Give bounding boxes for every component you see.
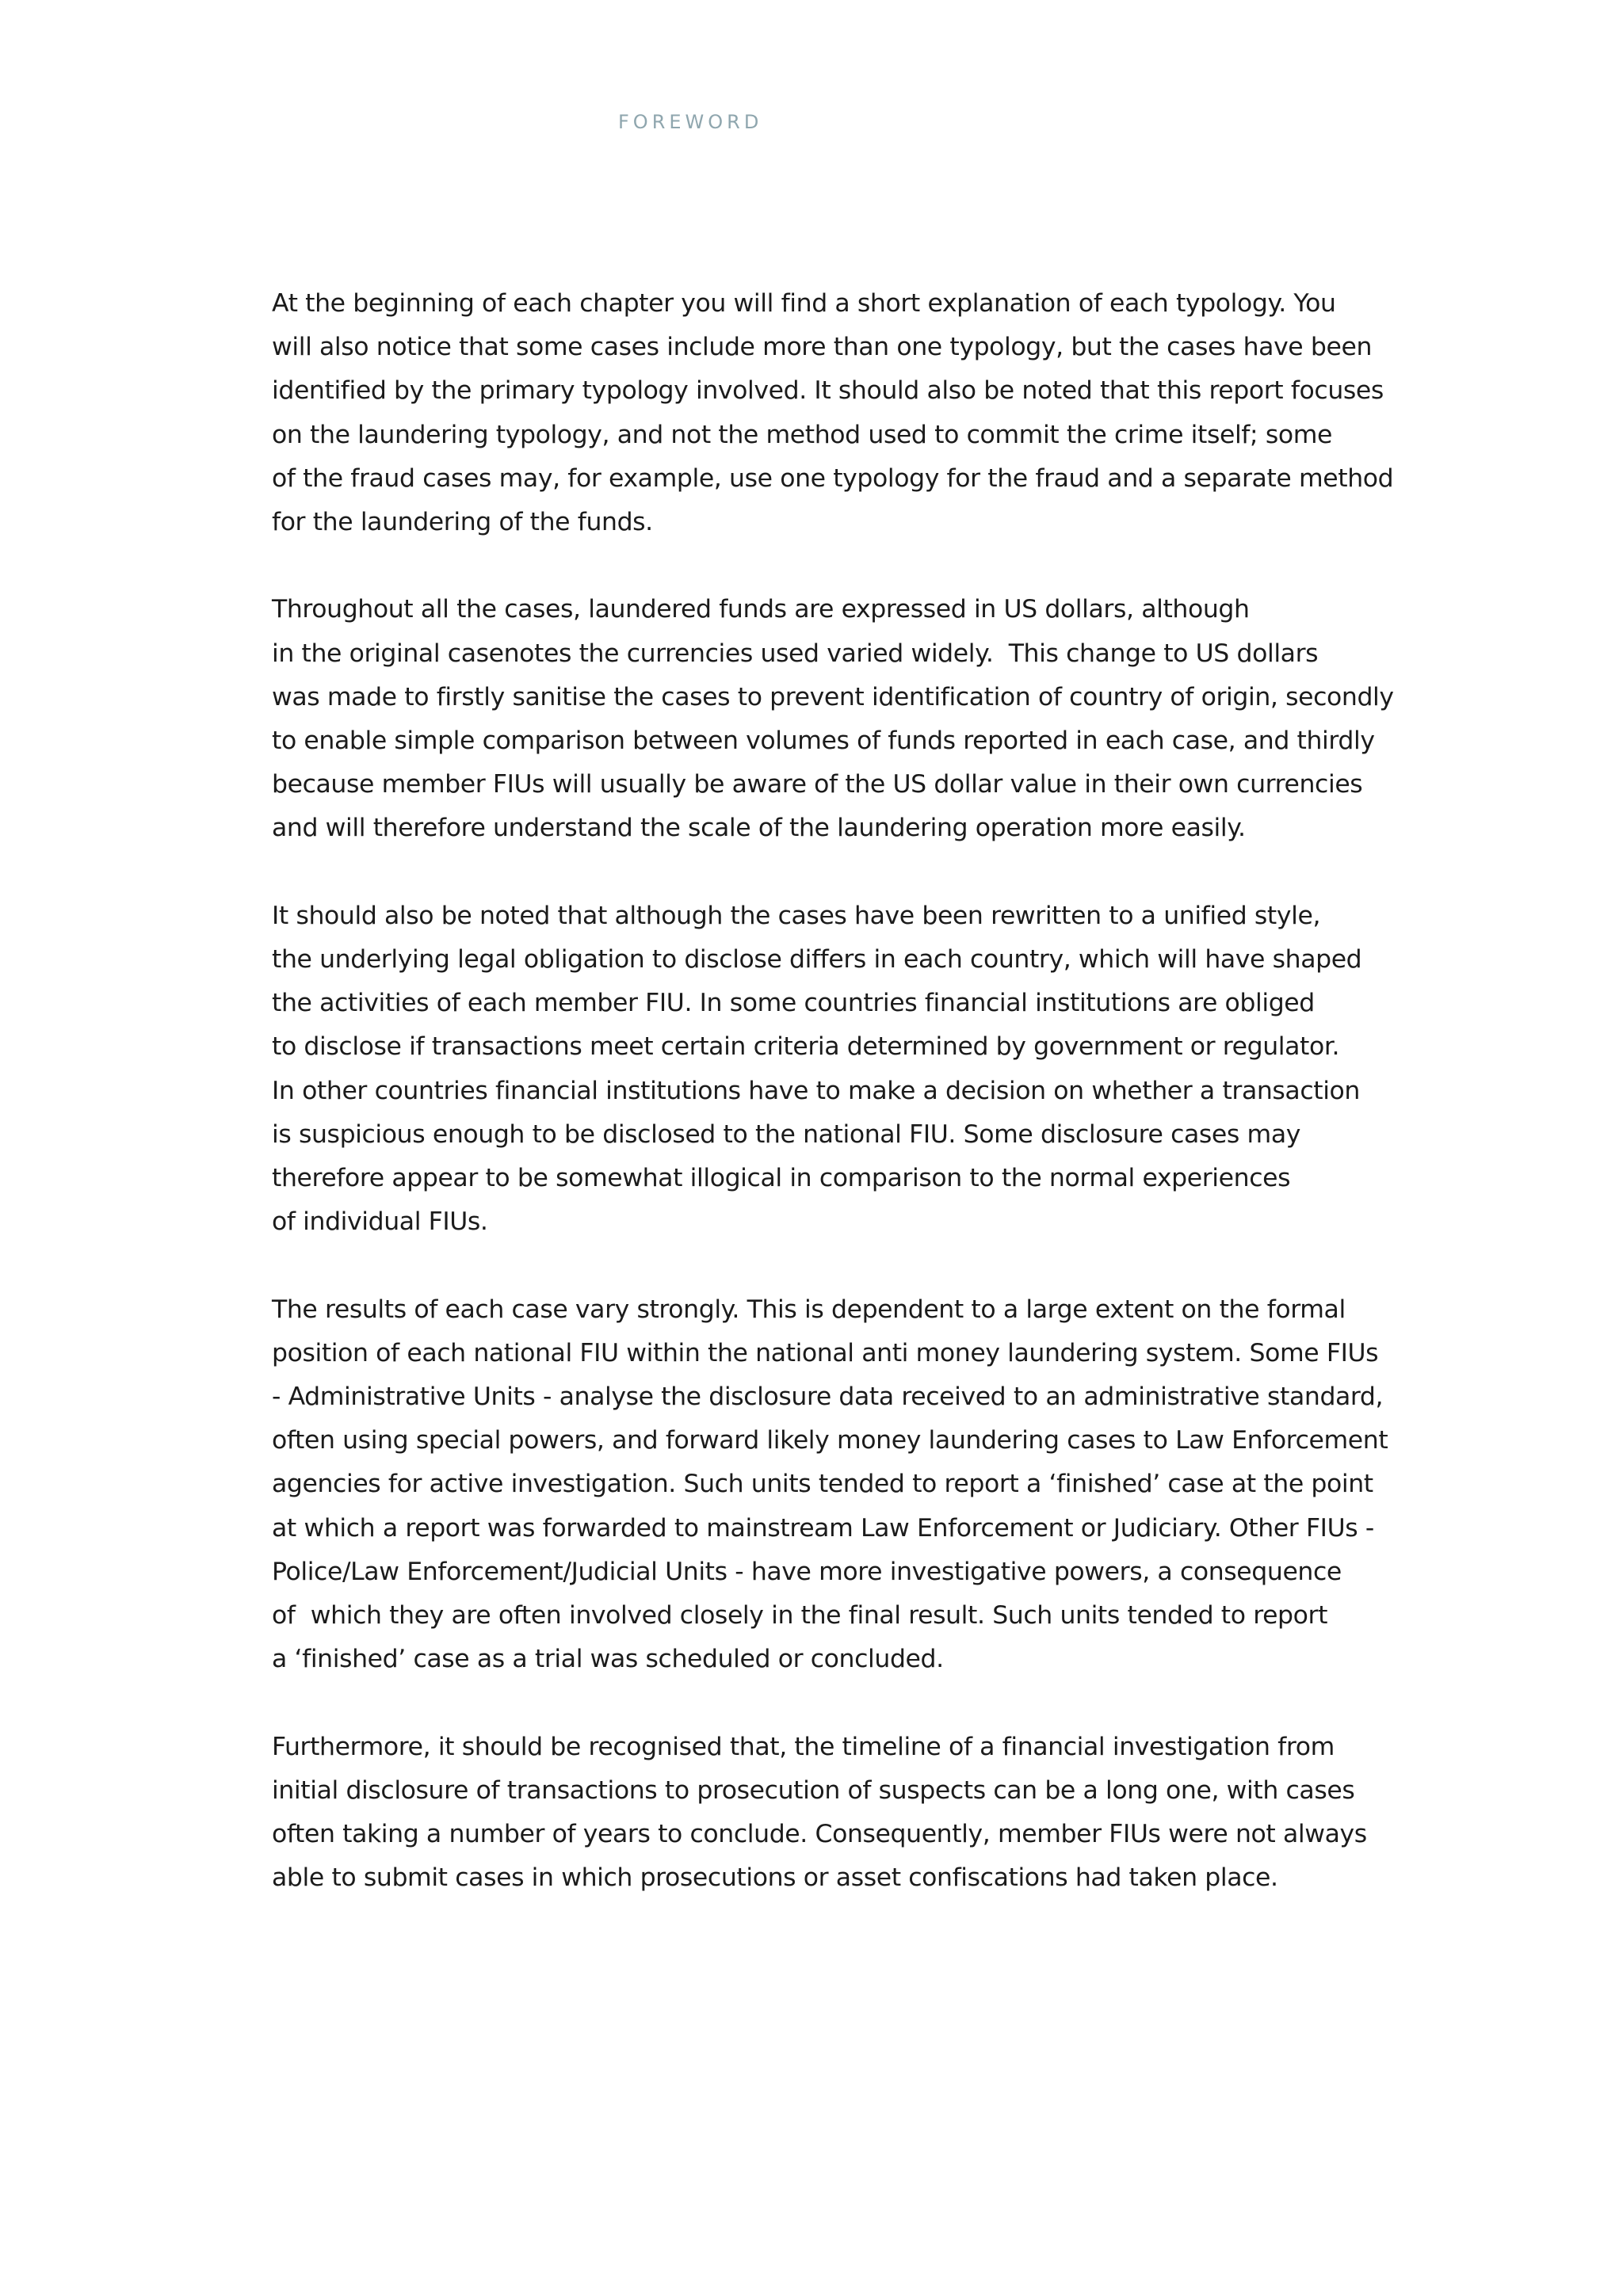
text-line: on the laundering typology, and not the method used to commit the crime itself; some xyxy=(272,420,1332,449)
paragraph xyxy=(272,1726,1367,1901)
text-line: often using special powers, and forward likely money laundering cases to Law Enforcement xyxy=(272,1426,1388,1455)
text-line: of individual FIUs. xyxy=(272,1207,488,1237)
text-line: Furthermore, it should be recognised that, the timeline of a financial investigation from xyxy=(272,1732,1335,1761)
text-line: will also notice that some cases include more than one typology, but the cases have been xyxy=(272,333,1373,362)
body-text xyxy=(272,282,1394,1944)
text-line: therefore appear to be somewhat illogical in comparison to the normal experiences xyxy=(272,1164,1291,1193)
text-line: to disclose if transactions meet certain criteria determined by government or regulator. xyxy=(272,1032,1340,1062)
text-line: to enable simple comparison between volumes of funds reported in each case, and thirdly xyxy=(272,727,1375,756)
text-line: is suspicious enough to be disclosed to the national FIU. Some disclosure cases may xyxy=(272,1119,1300,1149)
text-line: initial disclosure of transactions to prosecution of suspects can be a long one, with cases xyxy=(272,1775,1355,1805)
text-line: and will therefore understand the scale of the laundering operation more easily. xyxy=(272,814,1246,843)
text-line: was made to firstly sanitise the cases to prevent identification of country of origin, secondly xyxy=(272,682,1394,711)
text-line: of the fraud cases may, for example, use one typology for the fraud and a separate method xyxy=(272,463,1394,493)
text-line: position of each national FIU within the national anti money laundering system. Some FIUs xyxy=(272,1338,1379,1367)
text-line: The results of each case vary strongly. This is dependent to a large extent on the formal xyxy=(272,1295,1346,1324)
text-line: in the original casenotes the currencies used varied widely. This change to US dollars xyxy=(272,639,1319,668)
paragraph xyxy=(272,894,1362,1245)
text-line: a ‘finished’ case as a trial was scheduled or concluded. xyxy=(272,1645,944,1674)
text-line: In other countries financial institutions have to make a decision on whether a transaction xyxy=(272,1076,1360,1105)
text-line: agencies for active investigation. Such units tended to report a ‘finished’ case at the point xyxy=(272,1470,1373,1499)
text-line: of which they are often involved closely in the final result. Such units tended to report xyxy=(272,1601,1328,1630)
text-line: At the beginning of each chapter you will find a short explanation of each typology. You xyxy=(272,289,1336,318)
text-line: the activities of each member FIU. In some countries financial institutions are obliged xyxy=(272,989,1315,1018)
text-line: because member FIUs will usually be aware of the US dollar value in their own currencies xyxy=(272,770,1363,799)
text-line: the underlying legal obligation to disclose differs in each country, which will have shaped xyxy=(272,945,1362,974)
text-line: Police/Law Enforcement/Judicial Units - have more investigative powers, a consequence xyxy=(272,1557,1342,1586)
paragraph xyxy=(272,282,1394,544)
text-line: often taking a number of years to conclude. Consequently, member FIUs were not always xyxy=(272,1820,1367,1849)
section-header: FOREWORD xyxy=(618,111,763,133)
text-line: Throughout all the cases, laundered funds are expressed in US dollars, although xyxy=(272,595,1250,624)
text-line: identified by the primary typology involved. It should also be noted that this report focuses xyxy=(272,376,1384,406)
text-line: for the laundering of the funds. xyxy=(272,508,653,537)
text-line: - Administrative Units - analyse the disclosure data received to an administrative standard, xyxy=(272,1383,1384,1412)
text-line: at which a report was forwarded to mainstream Law Enforcement or Judiciary. Other FIUs - xyxy=(272,1513,1374,1543)
paragraph xyxy=(272,588,1394,850)
text-line: It should also be noted that although the cases have been rewritten to a unified style, xyxy=(272,901,1321,930)
paragraph xyxy=(272,1288,1388,1682)
text-line: able to submit cases in which prosecutions or asset confiscations had taken place. xyxy=(272,1863,1278,1893)
